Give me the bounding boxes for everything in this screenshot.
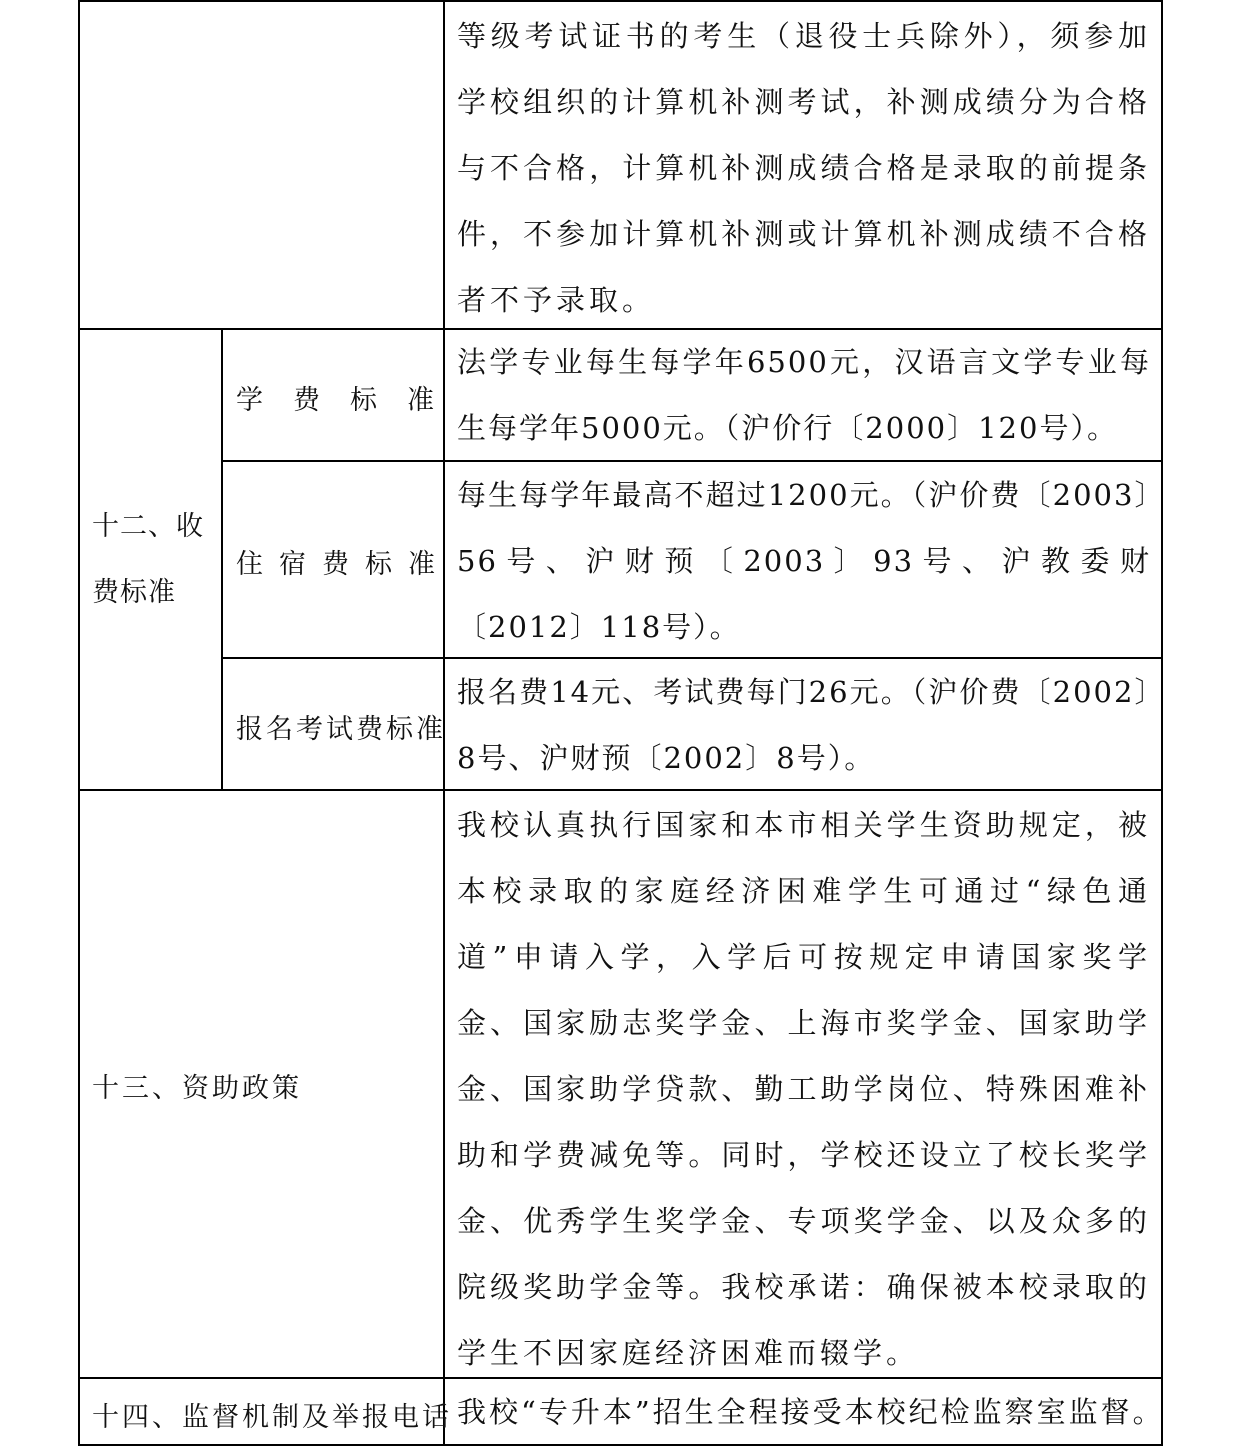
table-border-right bbox=[1161, 0, 1163, 1446]
fees-section-title: 十二、收费标准 bbox=[92, 511, 204, 608]
accommodation-text: 每生每学年最高不超过1200元。（沪价费〔2003〕56号、沪财预〔2003〕93号、沪教委财〔2012〕118号）。 bbox=[457, 478, 1151, 644]
tuition-text: 法学专业每生每学年6500元，汉语言文学专业每生每学年5000元。（沪价行〔2000〕120号）。 bbox=[457, 345, 1151, 445]
retest-requirement-text: 等级考试证书的考生（退役士兵除外），须参加学校组织的计算机补测考试，补测成绩分为合格与不合格，计算机补测成绩合格是录取的前提条件，不参加计算机补测或计算机补测成绩不合格者不予录取。 bbox=[457, 19, 1151, 317]
aid-policy-text: 我校认真执行国家和本市相关学生资助规定，被本校录取的家庭经济困难学生可通过“绿色通道”申请入学，入学后可按规定申请国家奖学金、国家励志奖学金、上海市奖学金、国家助学金、国家助学贷款、勤工助学岗位、特殊困难补助和学费减免等。同时，学校还设立了校长奖学金、优秀学生奖学金、专项奖学金、以及众多的院级奖助学金等。我校承诺：确保被本校录取的学生不因家庭经济困难而辍学。 bbox=[457, 808, 1151, 1370]
accommodation-label: 住宿费标准 bbox=[236, 549, 451, 580]
table-border-subcolumn bbox=[221, 328, 223, 790]
table-border-top bbox=[78, 0, 1163, 2]
exam-fee-text: 报名费14元、考试费每门26元。（沪价费〔2002〕8号、沪财预〔2002〕8号）。 bbox=[457, 675, 1151, 775]
supervision-section-title: 十四、监督机制及举报电话 bbox=[92, 1402, 452, 1433]
tuition-label: 学费标准 bbox=[236, 385, 464, 416]
exam-fee-label: 报名考试费标准 bbox=[236, 714, 446, 745]
aid-section-title: 十三、资助政策 bbox=[92, 1073, 302, 1104]
supervision-text: 我校“专升本”招生全程接受本校纪检监察室监督。 bbox=[457, 1395, 1165, 1429]
table-border-left bbox=[78, 0, 80, 1446]
